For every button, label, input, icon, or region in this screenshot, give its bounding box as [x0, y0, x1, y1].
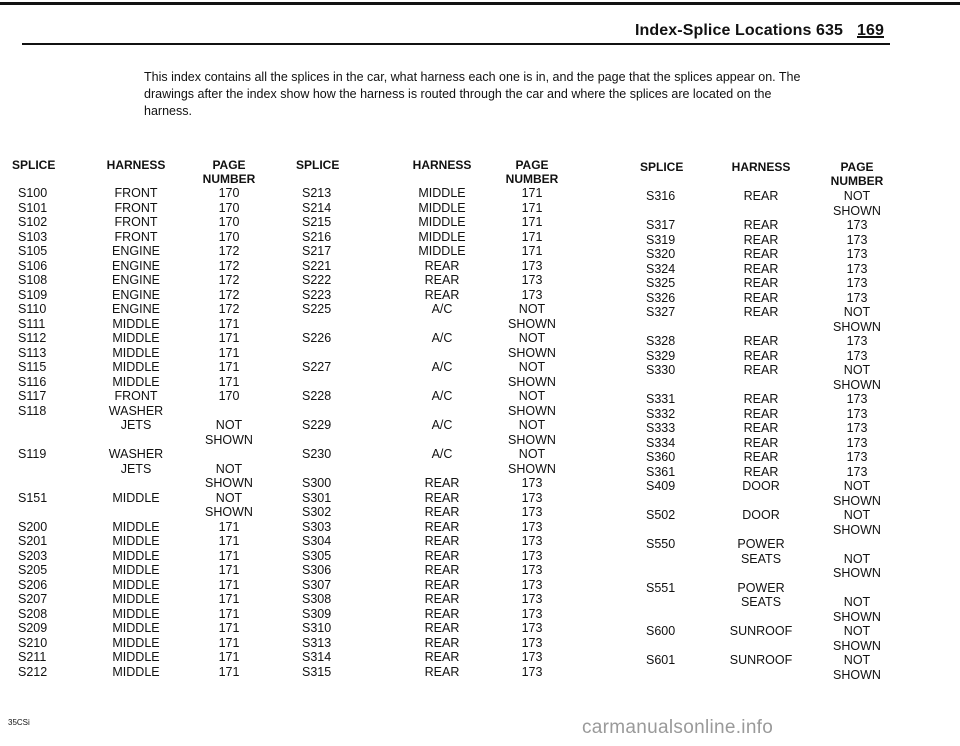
splice-id: S332 [646, 406, 676, 421]
page-number-cell: 171 [218, 534, 240, 548]
page-number-cell: SHOWN [833, 609, 881, 624]
page-number-cell: 170 [218, 229, 240, 244]
page-number-cell: 173 [521, 476, 543, 490]
splice-id: S111 [18, 316, 46, 331]
page-number-cell: 173 [521, 635, 543, 650]
harness-name: REAR [424, 650, 460, 664]
splice-id: S326 [646, 290, 676, 305]
splice-id: S309 [302, 606, 332, 621]
page-number-cell: NOT [518, 360, 546, 374]
page-number-cell: 173 [521, 621, 543, 635]
page-number-cell: NOT [843, 551, 871, 566]
splice-id: S210 [18, 635, 48, 650]
splice-id: S320 [646, 247, 676, 261]
harness-name: ENGINE [112, 302, 160, 316]
col-header-page: PAGE NUMBER [202, 158, 256, 186]
page-number-cell: 171 [218, 360, 240, 374]
page-number-cell: SHOWN [833, 667, 881, 682]
page-number-cell: SHOWN [508, 345, 556, 360]
splice-id: S151 [18, 490, 48, 505]
page-number-cell: 171 [218, 345, 240, 360]
page-number-cell: 173 [846, 406, 868, 421]
page-number-cell: 173 [521, 548, 543, 563]
harness-name: A/C [431, 418, 453, 432]
page-number-cell: NOT [215, 418, 243, 432]
harness-name: MIDDLE [112, 563, 160, 577]
page-number-cell: 173 [521, 664, 543, 679]
splice-id: S217 [302, 244, 332, 258]
page-number-cell: 170 [218, 186, 240, 200]
harness-name: MIDDLE [418, 200, 466, 215]
harness-name: A/C [431, 360, 453, 374]
harness-name: REAR [743, 464, 779, 479]
page-number-cell: 173 [846, 348, 868, 363]
splice-id: S109 [18, 287, 48, 302]
col-header-splice: SPLICE [12, 158, 56, 172]
page-number-cell: 170 [218, 215, 240, 229]
splice-id: S551 [646, 580, 676, 595]
harness-name: FRONT [114, 186, 158, 200]
page-number-cell: 173 [521, 505, 543, 519]
splice-id: S227 [302, 360, 332, 374]
page-number-cell: NOT [843, 189, 871, 203]
page-number-cell: 173 [521, 563, 543, 577]
harness-name: REAR [424, 577, 460, 592]
harness-name: MIDDLE [112, 664, 160, 679]
harness-name: SUNROOF [729, 653, 793, 667]
splice-id: S223 [302, 287, 332, 302]
splice-id: S601 [646, 653, 676, 667]
page-number-cell: 172 [218, 302, 240, 316]
page-number-cell: 173 [846, 392, 868, 406]
harness-name: SEATS [740, 551, 782, 566]
watermark: carmanualsonline.info [582, 717, 774, 738]
harness-name: MIDDLE [112, 606, 160, 621]
harness-name: REAR [743, 189, 779, 203]
page-number-cell: NOT [518, 302, 546, 316]
page-number-cell: 173 [846, 464, 868, 479]
col-header-page: PAGE NUMBER [830, 160, 884, 188]
page-number-cell: NOT [843, 653, 871, 667]
harness-name: REAR [424, 258, 460, 273]
harness-name: FRONT [114, 200, 158, 215]
splice-id: S208 [18, 606, 48, 621]
harness-name: REAR [424, 505, 460, 519]
splice-id: S360 [646, 450, 676, 464]
harness-name: A/C [431, 331, 453, 345]
page-number-cell: 173 [846, 435, 868, 450]
page-number-cell: SHOWN [833, 566, 881, 580]
splice-id: S303 [302, 519, 332, 534]
splice-id: S300 [302, 476, 332, 490]
page-number-cell: NOT [518, 447, 546, 461]
harness-name: REAR [743, 247, 779, 261]
page-number-cell: 171 [521, 186, 543, 200]
page-number-cell: 171 [218, 316, 240, 331]
harness-name: MIDDLE [418, 244, 466, 258]
page-number-cell: 173 [521, 606, 543, 621]
page-number-cell: SHOWN [833, 493, 881, 508]
page-number-cell: 170 [218, 200, 240, 215]
splice-id: S222 [302, 273, 332, 287]
page-number-cell: 173 [521, 577, 543, 592]
splice-id: S600 [646, 624, 676, 638]
harness-name: MIDDLE [418, 215, 466, 229]
splice-id: S101 [18, 200, 48, 215]
harness-name: MIDDLE [112, 374, 160, 389]
splice-id: S203 [18, 548, 48, 563]
splice-id: S304 [302, 534, 332, 548]
splice-id: S228 [302, 389, 332, 403]
splice-id: S315 [302, 664, 332, 679]
harness-name: ENGINE [112, 273, 160, 287]
splice-id: S215 [302, 215, 332, 229]
top-rule [0, 2, 960, 5]
harness-name: MIDDLE [112, 592, 160, 606]
page-number-cell: 172 [218, 244, 240, 258]
page-number-cell: SHOWN [508, 374, 556, 389]
splice-id: S116 [18, 374, 47, 389]
harness-name: WASHER [108, 403, 164, 418]
splice-id: S550 [646, 537, 676, 551]
harness-name: POWER [737, 537, 785, 551]
splice-id: S409 [646, 479, 676, 493]
harness-name: MIDDLE [112, 519, 160, 534]
page-number-cell: 171 [218, 650, 240, 664]
splice-id: S327 [646, 305, 676, 319]
page-number-cell: 173 [521, 592, 543, 606]
intro-paragraph: This index contains all the splices in the car, what harness each one is in, and the page that the splices appear on. The drawings after the index show how the harness is routed through the car and where the splices are located on the harness. [144, 70, 801, 118]
harness-name: MIDDLE [112, 316, 160, 331]
harness-name: REAR [424, 621, 460, 635]
splice-id: S230 [302, 447, 332, 461]
harness-name: WASHER [108, 447, 164, 461]
splice-id: S221 [302, 258, 332, 273]
splice-id: S112 [18, 331, 47, 345]
splice-id: S319 [646, 232, 676, 247]
splice-id: S329 [646, 348, 676, 363]
harness-name: REAR [424, 534, 460, 548]
harness-name: REAR [424, 476, 460, 490]
splice-id: S214 [302, 200, 332, 215]
harness-name: REAR [424, 664, 460, 679]
splice-id: S308 [302, 592, 332, 606]
page-number-cell: 173 [521, 287, 543, 302]
splice-id: S216 [302, 229, 332, 244]
page-number-cell: 171 [218, 519, 240, 534]
page-number-cell: 171 [218, 592, 240, 606]
page-number-cell: 171 [218, 664, 240, 679]
harness-name: ENGINE [112, 244, 160, 258]
splice-id: S110 [18, 302, 47, 316]
page-number-cell: NOT [843, 508, 871, 522]
splice-id: S307 [302, 577, 332, 592]
page-number-cell: 173 [846, 450, 868, 464]
harness-name: REAR [424, 635, 460, 650]
harness-name: MIDDLE [112, 534, 160, 548]
harness-name: FRONT [114, 229, 158, 244]
harness-name: MIDDLE [112, 345, 160, 360]
harness-name: REAR [743, 334, 779, 348]
footer-model: 35CSi [8, 718, 30, 727]
page-number-cell: 170 [218, 389, 240, 403]
harness-name: REAR [424, 490, 460, 505]
harness-name: POWER [737, 580, 785, 595]
page-number-cell: 171 [521, 215, 543, 229]
harness-name: REAR [743, 276, 779, 290]
page-number-cell: NOT [843, 479, 871, 493]
harness-name: SUNROOF [729, 624, 793, 638]
page-number-cell: NOT [843, 624, 871, 638]
splice-id: S201 [18, 534, 48, 548]
page-number-cell: 172 [218, 273, 240, 287]
splice-id: S229 [302, 418, 332, 432]
page-number-cell: SHOWN [833, 203, 881, 218]
page-number-cell: NOT [518, 331, 546, 345]
splice-id: S225 [302, 302, 332, 316]
page-number-cell: 171 [218, 331, 240, 345]
page-number-cell: 173 [521, 534, 543, 548]
splice-id: S211 [18, 650, 47, 664]
page-number-cell: 173 [521, 650, 543, 664]
page-number-cell: SHOWN [205, 505, 253, 519]
splice-id: S100 [18, 186, 48, 200]
splice-id: S325 [646, 276, 676, 290]
page-number-cell: 173 [846, 290, 868, 305]
harness-name: REAR [743, 435, 779, 450]
splice-id: S313 [302, 635, 332, 650]
splice-id: S302 [302, 505, 332, 519]
page-number-cell: SHOWN [205, 476, 253, 490]
harness-name: JETS [120, 418, 152, 432]
harness-name: MIDDLE [418, 186, 466, 200]
harness-name: JETS [120, 461, 152, 476]
page-number-cell: NOT [215, 461, 243, 476]
page-number-cell: 172 [218, 287, 240, 302]
harness-name: MIDDLE [112, 360, 160, 374]
harness-name: REAR [743, 406, 779, 421]
splice-id: S119 [18, 447, 47, 461]
splice-id: S207 [18, 592, 48, 606]
harness-name: REAR [424, 548, 460, 563]
harness-name: A/C [431, 389, 453, 403]
col-header-page: PAGE NUMBER [505, 158, 559, 186]
splice-id: S316 [646, 189, 676, 203]
splice-id: S205 [18, 563, 48, 577]
splice-id: S330 [646, 363, 676, 377]
splice-id: S212 [18, 664, 48, 679]
harness-name: ENGINE [112, 258, 160, 273]
col-header-harness: HARNESS [106, 158, 166, 172]
harness-name: MIDDLE [112, 490, 160, 505]
harness-name: REAR [743, 348, 779, 363]
splice-id: S113 [18, 345, 47, 360]
page-number-cell: SHOWN [205, 432, 253, 447]
harness-name: REAR [743, 218, 779, 232]
harness-name: A/C [431, 447, 453, 461]
splice-id: S209 [18, 621, 48, 635]
splice-id: S334 [646, 435, 676, 450]
page-number-cell: NOT [843, 595, 871, 609]
page-number-cell: 171 [218, 374, 240, 389]
page-number-cell: SHOWN [833, 377, 881, 392]
page-number-cell: 171 [218, 635, 240, 650]
harness-name: REAR [743, 421, 779, 435]
harness-name: MIDDLE [418, 229, 466, 244]
page-number-cell: 173 [846, 334, 868, 348]
page-number-cell: SHOWN [508, 432, 556, 447]
page-number-cell: 173 [521, 258, 543, 273]
page-number-cell: NOT [518, 418, 546, 432]
splice-id: S306 [302, 563, 332, 577]
page-number-cell: 173 [521, 273, 543, 287]
page-number-cell: 171 [218, 548, 240, 563]
page-number-cell: NOT [843, 363, 871, 377]
page-number-cell: SHOWN [508, 461, 556, 476]
splice-id: S305 [302, 548, 332, 563]
page-number-cell: NOT [215, 490, 243, 505]
harness-name: MIDDLE [112, 331, 160, 345]
page-number-cell: 173 [521, 519, 543, 534]
harness-name: REAR [743, 363, 779, 377]
splice-id: S310 [302, 621, 332, 635]
harness-name: MIDDLE [112, 635, 160, 650]
splice-id: S502 [646, 508, 676, 522]
splice-id: S102 [18, 215, 48, 229]
page-number-cell: SHOWN [508, 403, 556, 418]
splice-id: S213 [302, 186, 332, 200]
page-number-cell: 171 [218, 563, 240, 577]
harness-name: REAR [424, 606, 460, 621]
page-number-cell: SHOWN [833, 522, 881, 537]
harness-name: ENGINE [112, 287, 160, 302]
page-number-cell: 171 [218, 577, 240, 592]
page-number-cell: 173 [521, 490, 543, 505]
splice-id: S314 [302, 650, 332, 664]
page-number-cell: 173 [846, 218, 868, 232]
harness-name: MIDDLE [112, 577, 160, 592]
splice-id: S324 [646, 261, 676, 276]
harness-name: REAR [743, 392, 779, 406]
header-title: Index-Splice Locations 635 [635, 22, 843, 39]
harness-name: REAR [743, 290, 779, 305]
splice-id: S206 [18, 577, 48, 592]
harness-name: REAR [424, 287, 460, 302]
page-number-cell: NOT [843, 305, 871, 319]
page-number-cell: 173 [846, 276, 868, 290]
harness-name: MIDDLE [112, 548, 160, 563]
page-number-cell: 171 [218, 621, 240, 635]
splice-id: S361 [646, 464, 676, 479]
page-number-cell: 173 [846, 261, 868, 276]
header-rule [22, 43, 890, 45]
page-number-cell: 173 [846, 421, 868, 435]
page-header [635, 22, 884, 40]
splice-id: S328 [646, 334, 676, 348]
col-header-splice: SPLICE [640, 160, 684, 174]
splice-id: S103 [18, 229, 48, 244]
harness-name: MIDDLE [112, 621, 160, 635]
page-number-cell: 171 [521, 244, 543, 258]
splice-id: S301 [302, 490, 332, 505]
page-number: 169 [857, 22, 884, 39]
harness-name: DOOR [742, 508, 780, 522]
splice-id: S331 [646, 392, 676, 406]
col-header-harness: HARNESS [731, 160, 791, 174]
page-number-cell: 172 [218, 258, 240, 273]
harness-name: REAR [743, 232, 779, 247]
page-number-cell: 173 [846, 232, 868, 247]
harness-name: REAR [743, 305, 779, 319]
col-header-harness: HARNESS [412, 158, 472, 172]
harness-name: FRONT [114, 215, 158, 229]
page-number-cell: SHOWN [833, 638, 881, 653]
page-number-cell: 171 [218, 606, 240, 621]
page-number-cell: SHOWN [833, 319, 881, 334]
harness-name: REAR [743, 450, 779, 464]
page-number-cell: SHOWN [508, 316, 556, 331]
splice-id: S317 [646, 218, 676, 232]
harness-name: SEATS [740, 595, 782, 609]
harness-name: REAR [424, 592, 460, 606]
harness-name: REAR [424, 519, 460, 534]
splice-id: S105 [18, 244, 48, 258]
harness-name: REAR [424, 563, 460, 577]
harness-name: REAR [743, 261, 779, 276]
page-number-cell: 171 [521, 200, 543, 215]
splice-id: S115 [18, 360, 47, 374]
splice-id: S106 [18, 258, 48, 273]
col-header-splice: SPLICE [296, 158, 340, 172]
harness-name: MIDDLE [112, 650, 160, 664]
page-number-cell: NOT [518, 389, 546, 403]
harness-name: REAR [424, 273, 460, 287]
page-number-cell: 171 [521, 229, 543, 244]
splice-id: S118 [18, 403, 47, 418]
splice-id: S117 [18, 389, 47, 403]
splice-id: S226 [302, 331, 332, 345]
page-number-cell: 173 [846, 247, 868, 261]
harness-name: A/C [431, 302, 453, 316]
splice-id: S333 [646, 421, 676, 435]
splice-id: S108 [18, 273, 48, 287]
splice-id: S200 [18, 519, 48, 534]
harness-name: DOOR [742, 479, 780, 493]
harness-name: FRONT [114, 389, 158, 403]
